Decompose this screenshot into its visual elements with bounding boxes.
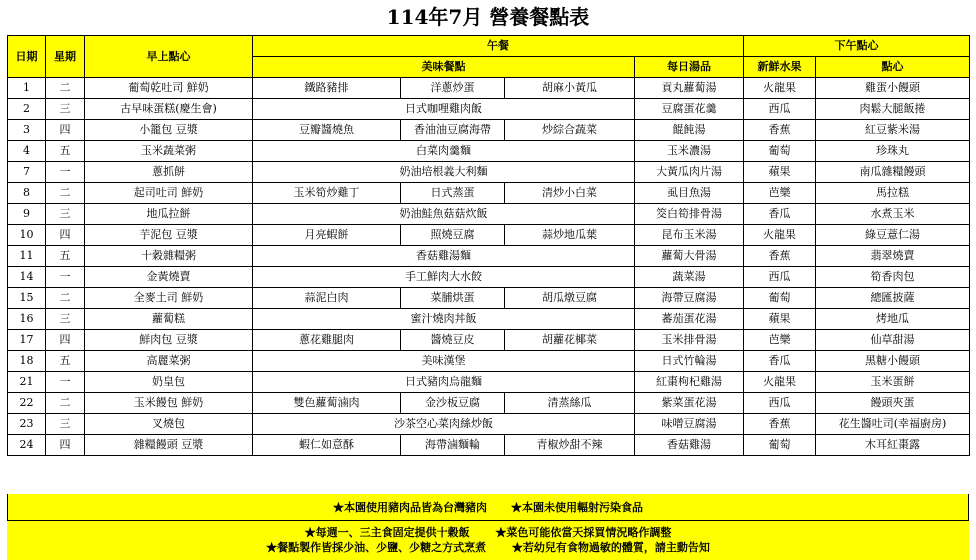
table-row bbox=[8, 183, 970, 204]
cell-fruit: 香瓜 bbox=[744, 204, 816, 225]
cell-meal-dish: 海帶滷麵輪 bbox=[401, 435, 505, 456]
cell-soup: 蘿蔔大骨湯 bbox=[635, 246, 744, 267]
cell-meal: 香菇雞湯麵 bbox=[253, 246, 635, 267]
cell-soup: 香菇雞湯 bbox=[635, 435, 744, 456]
header-meal: 美味餐點 bbox=[253, 57, 635, 78]
cell-snack: 水煮玉米 bbox=[816, 204, 970, 225]
table-row bbox=[8, 393, 970, 414]
cell-date: 17 bbox=[8, 330, 46, 351]
cell-snack: 翡翠燒賣 bbox=[816, 246, 970, 267]
table-row bbox=[8, 414, 970, 435]
cell-weekday: 一 bbox=[46, 267, 85, 288]
cell-snack: 烤地瓜 bbox=[816, 309, 970, 330]
note-radiation: ★本園未使用輻射污染食品 bbox=[511, 500, 643, 514]
cell-soup: 豆腐蛋花羹 bbox=[635, 99, 744, 120]
table-row bbox=[8, 120, 970, 141]
cell-meal: 蜜汁燒肉丼飯 bbox=[253, 309, 635, 330]
cell-date: 16 bbox=[8, 309, 46, 330]
cell-soup: 味噌豆腐湯 bbox=[635, 414, 744, 435]
table-row bbox=[8, 78, 970, 99]
cell-meal: 日式咖哩雞肉飯 bbox=[253, 99, 635, 120]
cell-meal-dish: 照燒豆腐 bbox=[401, 225, 505, 246]
table-row bbox=[8, 288, 970, 309]
cell-date: 15 bbox=[8, 288, 46, 309]
cell-fruit: 火龍果 bbox=[744, 225, 816, 246]
cell-date: 23 bbox=[8, 414, 46, 435]
note-grain-rice: ★每週一、三主食固定提供十穀飯 bbox=[304, 526, 470, 539]
cell-soup: 蕃茄蛋花湯 bbox=[635, 309, 744, 330]
cell-fruit: 芭樂 bbox=[744, 183, 816, 204]
cell-date: 22 bbox=[8, 393, 46, 414]
cell-snack: 肉鬆大腿飯捲 bbox=[816, 99, 970, 120]
note-cooking-method: ★餐點製作皆採少油、少鹽、少糖之方式烹煮 bbox=[266, 541, 487, 554]
cell-soup: 筊白筍排骨湯 bbox=[635, 204, 744, 225]
cell-breakfast: 雜糧饅頭 豆漿 bbox=[85, 435, 253, 456]
page-title: 114年7月 營養餐點表 bbox=[386, 5, 590, 29]
cell-meal-dish: 胡瓜燉豆腐 bbox=[505, 288, 635, 309]
cell-breakfast: 高麗菜粥 bbox=[85, 351, 253, 372]
header-soup: 每日湯品 bbox=[635, 57, 744, 78]
cell-date: 7 bbox=[8, 162, 46, 183]
cell-meal: 日式豬肉烏龍麵 bbox=[253, 372, 635, 393]
cell-snack: 總匯披薩 bbox=[816, 288, 970, 309]
cell-fruit: 葡萄 bbox=[744, 435, 816, 456]
cell-meal: 奶油鮭魚菇菇炊飯 bbox=[253, 204, 635, 225]
menu-body bbox=[8, 78, 970, 456]
cell-snack: 綠豆薏仁湯 bbox=[816, 225, 970, 246]
cell-meal-dish: 豆瓣醬燒魚 bbox=[253, 120, 401, 141]
cell-weekday: 一 bbox=[46, 162, 85, 183]
cell-date: 9 bbox=[8, 204, 46, 225]
table-row bbox=[8, 330, 970, 351]
table-row bbox=[8, 267, 970, 288]
cell-meal-dish: 蝦仁如意酥 bbox=[253, 435, 401, 456]
cell-weekday: 二 bbox=[46, 288, 85, 309]
cell-breakfast: 奶皇包 bbox=[85, 372, 253, 393]
cell-soup: 大黃瓜肉片湯 bbox=[635, 162, 744, 183]
cell-breakfast: 蘿蔔糕 bbox=[85, 309, 253, 330]
cell-weekday: 三 bbox=[46, 309, 85, 330]
cell-breakfast: 金黃燒賣 bbox=[85, 267, 253, 288]
header-weekday: 星期 bbox=[46, 36, 85, 78]
cell-snack: 花生醬吐司(幸福廚房) bbox=[816, 414, 970, 435]
cell-breakfast: 蔥抓餅 bbox=[85, 162, 253, 183]
cell-fruit: 火龍果 bbox=[744, 372, 816, 393]
cell-date: 10 bbox=[8, 225, 46, 246]
cell-snack: 紅豆紫米湯 bbox=[816, 120, 970, 141]
cell-meal-dish: 鐵路豬排 bbox=[253, 78, 401, 99]
cell-meal: 沙茶空心菜肉絲炒飯 bbox=[253, 414, 635, 435]
cell-snack: 黑糖小饅頭 bbox=[816, 351, 970, 372]
cell-weekday: 三 bbox=[46, 414, 85, 435]
cell-weekday: 二 bbox=[46, 78, 85, 99]
cell-fruit: 香蕉 bbox=[744, 120, 816, 141]
cell-snack: 饅頭夾蛋 bbox=[816, 393, 970, 414]
cell-breakfast: 地瓜拉餅 bbox=[85, 204, 253, 225]
cell-soup: 紫菜蛋花湯 bbox=[635, 393, 744, 414]
cell-weekday: 二 bbox=[46, 393, 85, 414]
cell-snack: 珍珠丸 bbox=[816, 141, 970, 162]
cell-breakfast: 芋泥包 豆漿 bbox=[85, 225, 253, 246]
table-row bbox=[8, 162, 970, 183]
notes-line-3 bbox=[7, 540, 969, 555]
cell-meal-dish: 菜脯烘蛋 bbox=[401, 288, 505, 309]
cell-meal-dish: 金沙板豆腐 bbox=[401, 393, 505, 414]
cell-date: 2 bbox=[8, 99, 46, 120]
cell-meal-dish: 蒜炒地瓜葉 bbox=[505, 225, 635, 246]
cell-date: 11 bbox=[8, 246, 46, 267]
cell-snack: 仙草甜湯 bbox=[816, 330, 970, 351]
header-afternoon: 下午點心 bbox=[744, 36, 970, 57]
cell-soup: 昆布玉米湯 bbox=[635, 225, 744, 246]
cell-date: 21 bbox=[8, 372, 46, 393]
notes-box bbox=[7, 494, 969, 521]
cell-meal-dish: 日式蒸蛋 bbox=[401, 183, 505, 204]
cell-meal-dish: 雙色蘿蔔滷肉 bbox=[253, 393, 401, 414]
cell-breakfast: 叉燒包 bbox=[85, 414, 253, 435]
cell-soup: 玉米濃湯 bbox=[635, 141, 744, 162]
cell-fruit: 西瓜 bbox=[744, 393, 816, 414]
cell-weekday: 四 bbox=[46, 120, 85, 141]
cell-meal: 美味漢堡 bbox=[253, 351, 635, 372]
cell-fruit: 香蕉 bbox=[744, 246, 816, 267]
cell-soup: 日式竹輪湯 bbox=[635, 351, 744, 372]
cell-soup: 餛飩湯 bbox=[635, 120, 744, 141]
table-row bbox=[8, 225, 970, 246]
header-snack: 點心 bbox=[816, 57, 970, 78]
table-row bbox=[8, 99, 970, 120]
table-row bbox=[8, 204, 970, 225]
table-row bbox=[8, 435, 970, 456]
cell-soup: 海帶豆腐湯 bbox=[635, 288, 744, 309]
cell-fruit: 西瓜 bbox=[744, 99, 816, 120]
cell-weekday: 五 bbox=[46, 246, 85, 267]
header-fruit: 新鮮水果 bbox=[744, 57, 816, 78]
cell-breakfast: 玉米蔬菜粥 bbox=[85, 141, 253, 162]
cell-fruit: 葡萄 bbox=[744, 288, 816, 309]
table-row bbox=[8, 351, 970, 372]
cell-date: 8 bbox=[8, 183, 46, 204]
cell-fruit: 蘋果 bbox=[744, 309, 816, 330]
cell-meal-dish: 炒綜合蔬菜 bbox=[505, 120, 635, 141]
cell-breakfast: 玉米饅包 鮮奶 bbox=[85, 393, 253, 414]
notes-line-2 bbox=[7, 525, 969, 540]
cell-weekday: 四 bbox=[46, 225, 85, 246]
cell-meal-dish: 清蒸絲瓜 bbox=[505, 393, 635, 414]
cell-fruit: 西瓜 bbox=[744, 267, 816, 288]
cell-weekday: 五 bbox=[46, 141, 85, 162]
cell-meal-dish: 胡麻小黃瓜 bbox=[505, 78, 635, 99]
cell-snack: 馬拉糕 bbox=[816, 183, 970, 204]
cell-date: 4 bbox=[8, 141, 46, 162]
cell-soup: 蔬菜湯 bbox=[635, 267, 744, 288]
cell-meal-dish: 玉米筍炒雞丁 bbox=[253, 183, 401, 204]
note-menu-adjust: ★菜色可能依當天採買情況略作調整 bbox=[495, 526, 672, 539]
cell-fruit: 葡萄 bbox=[744, 141, 816, 162]
cell-weekday: 四 bbox=[46, 435, 85, 456]
cell-weekday: 三 bbox=[46, 204, 85, 225]
cell-fruit: 蘋果 bbox=[744, 162, 816, 183]
cell-breakfast: 全麥土司 鮮奶 bbox=[85, 288, 253, 309]
cell-date: 3 bbox=[8, 120, 46, 141]
cell-date: 1 bbox=[8, 78, 46, 99]
cell-meal: 奶油培根義大利麵 bbox=[253, 162, 635, 183]
cell-meal-dish: 香油油豆腐海帶 bbox=[401, 120, 505, 141]
cell-fruit: 香蕉 bbox=[744, 414, 816, 435]
cell-soup: 玉米排骨湯 bbox=[635, 330, 744, 351]
cell-meal-dish: 清炒小白菜 bbox=[505, 183, 635, 204]
cell-fruit: 火龍果 bbox=[744, 78, 816, 99]
cell-meal-dish: 洋蔥炒蛋 bbox=[401, 78, 505, 99]
table-row bbox=[8, 141, 970, 162]
cell-soup: 紅棗枸杞雞湯 bbox=[635, 372, 744, 393]
cell-breakfast: 葡萄乾吐司 鮮奶 bbox=[85, 78, 253, 99]
cell-snack: 雞蛋小饅頭 bbox=[816, 78, 970, 99]
cell-soup: 虱目魚湯 bbox=[635, 183, 744, 204]
cell-breakfast: 十穀雜糧粥 bbox=[85, 246, 253, 267]
cell-breakfast: 起司吐司 鮮奶 bbox=[85, 183, 253, 204]
table-row bbox=[8, 309, 970, 330]
note-pork: ★本園使用豬肉品皆為台灣豬肉 bbox=[333, 500, 487, 514]
cell-meal-dish: 蔥花雞腿肉 bbox=[253, 330, 401, 351]
table-row bbox=[8, 246, 970, 267]
cell-meal-dish: 醬燒豆皮 bbox=[401, 330, 505, 351]
cell-weekday: 四 bbox=[46, 330, 85, 351]
menu-table bbox=[7, 35, 970, 456]
note-allergy: ★若幼兒有食物過敏的體質，請主動告知 bbox=[511, 541, 710, 554]
cell-weekday: 一 bbox=[46, 372, 85, 393]
cell-snack: 木耳紅棗露 bbox=[816, 435, 970, 456]
header-lunch: 午餐 bbox=[253, 36, 744, 57]
cell-breakfast: 小籠包 豆漿 bbox=[85, 120, 253, 141]
header-breakfast: 早上點心 bbox=[85, 36, 253, 78]
cell-fruit: 芭樂 bbox=[744, 330, 816, 351]
cell-weekday: 二 bbox=[46, 183, 85, 204]
cell-meal-dish: 青椒炒甜不辣 bbox=[505, 435, 635, 456]
cell-breakfast: 鮮肉包 豆漿 bbox=[85, 330, 253, 351]
cell-breakfast: 古早味蛋糕(慶生會) bbox=[85, 99, 253, 120]
cell-meal-dish: 月亮蝦餅 bbox=[253, 225, 401, 246]
cell-meal-dish: 蒜泥白肉 bbox=[253, 288, 401, 309]
table-row bbox=[8, 372, 970, 393]
cell-date: 18 bbox=[8, 351, 46, 372]
cell-snack: 南瓜雜糧饅頭 bbox=[816, 162, 970, 183]
cell-fruit: 香瓜 bbox=[744, 351, 816, 372]
cell-weekday: 五 bbox=[46, 351, 85, 372]
notes-footer bbox=[7, 521, 969, 560]
cell-soup: 貢丸蘿蔔湯 bbox=[635, 78, 744, 99]
cell-date: 14 bbox=[8, 267, 46, 288]
cell-meal: 手工鮮肉大水餃 bbox=[253, 267, 635, 288]
cell-weekday: 三 bbox=[46, 99, 85, 120]
cell-snack: 筍香肉包 bbox=[816, 267, 970, 288]
cell-meal: 白菜肉羹麵 bbox=[253, 141, 635, 162]
cell-meal-dish: 胡蘿花椰菜 bbox=[505, 330, 635, 351]
cell-date: 24 bbox=[8, 435, 46, 456]
header-date: 日期 bbox=[8, 36, 46, 78]
cell-snack: 玉米蛋餅 bbox=[816, 372, 970, 393]
